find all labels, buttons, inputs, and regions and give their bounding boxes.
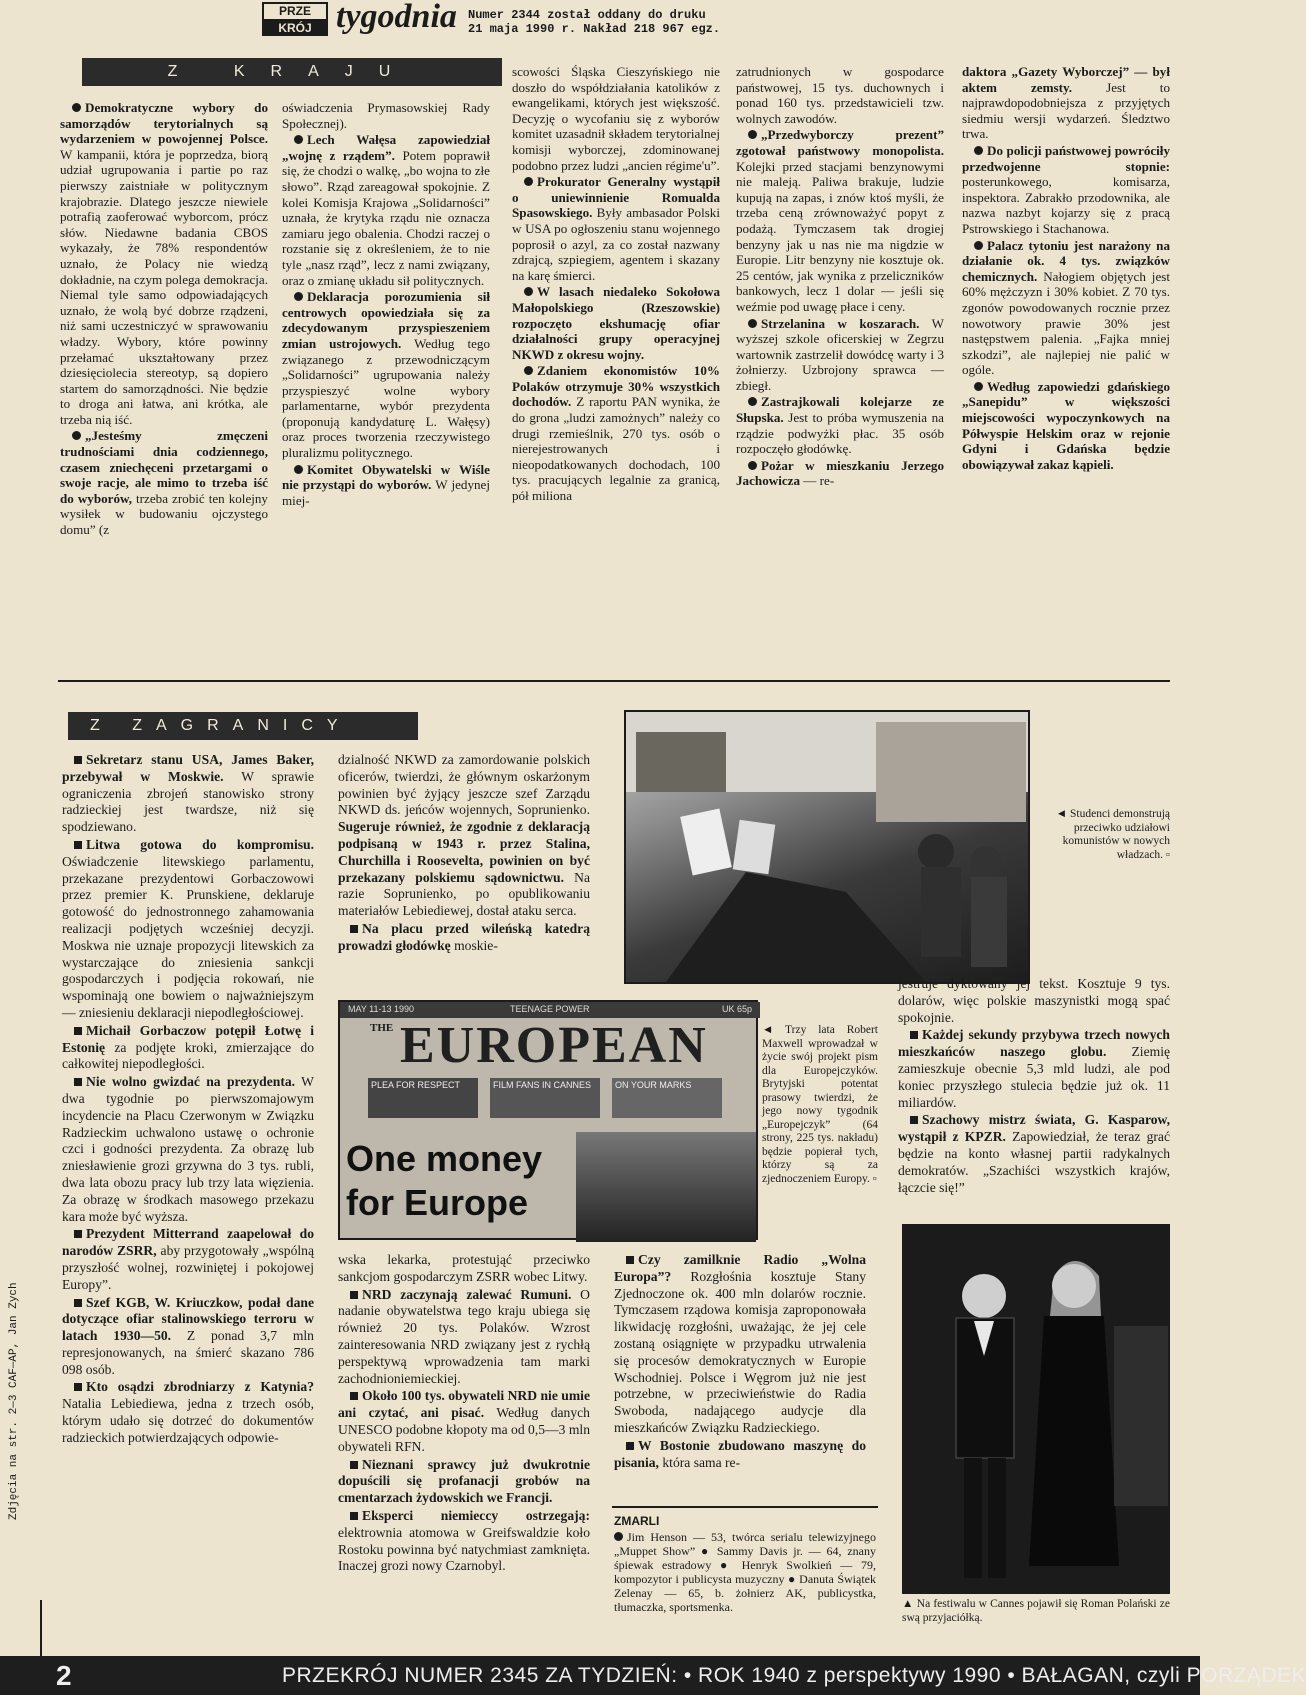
european-portrait [576,1132,756,1242]
paragraph: W sprawie ograniczenia zbrojeń stanowisko strony radzieckiej jest twardsze, niż się spodziewano. [62,768,315,835]
paragraph: W jedynej miej- [282,477,490,508]
headline: Prokurator Generalny wystąpił o uniewinnienie Romualda Spasowskiego. [512,174,720,221]
bullet-icon [524,366,533,375]
paragraph: moskie- [454,937,498,953]
headline: Michaił Gorbaczow potępił Łotwę i Estonię [62,1022,314,1055]
bullet-icon [626,1256,634,1264]
bullet-icon [74,1383,82,1391]
caption-arrow-icon: ▲ [902,1598,917,1610]
headline: W lasach niedaleko Sokołowa Małopolskiego (Rzeszowskie) rozpoczęto ekshumację ofiar działalności grupy operacyjnej NKWD z okresu wojny. [512,284,720,362]
obituaries-heading: ZMARLI [614,1514,660,1528]
section-divider [58,680,1170,682]
caption-text: Trzy lata Robert Maxwell wprowadzał w życie swój projekt pism dla Europejczyków. Brytyjski potentat prasowy twierdzi, że jego nowy tygodnik „Europejczyk” (64 strony, 225 tys. nakładu) będzie popierał tych, którzy są za zjednoczeniem Europy. [762,1024,878,1185]
paragraph: Nałogiem objętych jest 60% mężczyzn i 30% kobiet. Z 70 tys. zgonów powodowanych rocznie przez nowotwory prawie 30% jest następstwem palenia. „Fajka mniej szkodzi”, ale najlepiej nie palić w ogóle. [962,268,1170,378]
european-price: UK 65p [721,1004,752,1014]
bullet-icon [294,292,303,301]
masthead [262,0,822,38]
european-strip-3: ON YOUR MARKS [612,1078,722,1118]
bullet-icon [74,1230,82,1238]
european-caption [762,1024,878,1186]
headline: Litwa gotowa do kompromisu. [86,836,314,852]
print-info-1: Numer 2344 został oddany do druku [468,8,706,22]
headline: W Bostonie zbudowano maszynę do pisania, [614,1437,866,1470]
bullet-icon [974,146,983,155]
bullet-icon [350,1392,358,1400]
section-header-zagranica: Z ZAGRANICY [68,712,418,740]
paragraph: która sama re- [662,1454,741,1470]
left-margin-rule [40,1600,42,1660]
paragraph: Potem poprawił się, że chodzi o walkę, „bo wojna to złe słowo”. Rząd zareagował spokojnie. Z kolei Komisja Krajowa „Solidarności” uznała, że krytyka rządu nie oznacza zamiaru jego obalenia. Chodzi raczej o rozstanie się z określeniem, że to nie tyle „nasz rząd”, lecz z nami związany, oraz o zmianę układu sił politycznych. [282,147,491,288]
paragraph: Według tego związanego z przewodniczącym „Solidarności” ugrupowania należy przyspieszyć wolne wybory parlamentarne, wybór prezydenta (proponują kandydaturę L. Wałęsy) oraz proces tworzenia rzeczywistego pluralizmu politycznego. [282,335,490,461]
paragraph: Zapowiedział, że teraz grać będzie na konto własnej partii radykalnych demokratów. „Szachiści wszystkich krajów, łączcie się!” [898,1129,1170,1195]
headline: Prezydent Mitterrand zaapelował do narodów ZSRR, [62,1226,314,1259]
european-newspaper-photo [338,1000,758,1240]
bullet-icon [74,1027,82,1035]
kraj-column-4 [736,64,944,670]
paragraph: — re- [803,473,835,489]
paragraph: Ziemię zamieszkuje obecnie 5,3 mld ludzi, ale pod koniec przyszłego stulecia będzie już ok. 11 miliardów. [898,1044,1170,1110]
headline: Około 100 tys. obywateli NRD nie umie ani czytać, ani pisać. [338,1388,590,1421]
headline: Do policji państwowej powróciły przedwojenne stopnie: [962,142,1170,174]
bullet-icon [72,431,81,440]
headline: Na placu przed wileńską katedrą prowadzi głodówkę [338,920,590,953]
zagranica-column-4 [614,1252,866,1492]
paragraph: za podjęte kroki, zmierzające do całkowitej niepodległości. [62,1039,315,1072]
headline: Szachowy mistrz świata, G. Kasparow, wystąpił z KPZR. [898,1112,1170,1145]
headline: Zdaniem ekonomistów 10% Polaków otrzymuje 30% wszystkich dochodów. [512,363,720,410]
paragraph: W kampanii, która je poprzedza, biorą udział ugrupowania i partie po raz pierwszy zaistniałe w politycznym krajobrazie. Dlatego jeszcze niewiele potrafią zaoferować wyborcom, prócz słów. Niedawne badania CBOS wykazały, że 78% respondentów uznało, że Polacy nie wiedzą dokładnie, na czym polega demokracja. Niemal tyle samo odpowiadających uznało, że wolą być dobrze rządzeni, niż sami uczestniczyć w sprawowaniu władzy. Wybory, które powinny przełamać ukształtowany przez dziesięciolecia stereotyp, są dopiero startem do samorządności. Nie będzie to droga ani łatwa, ani krótka, ale trzeba nią iść. [60,146,268,427]
headline: daktora „Gazety Wyborczej” — był aktem zemsty. [962,64,1170,95]
logo-top: PRZE [264,4,326,21]
obituaries-box [612,1506,878,1634]
cannes-photo-art [904,1226,1168,1592]
bullet-icon [614,1532,623,1541]
cannes-photo [902,1224,1170,1594]
paragraph: trzeba zrobić ten kolejny wysiłek w budowaniu ojczystego domu” (z [60,490,268,538]
european-date: MAY 11-13 1990 [348,1004,415,1014]
paragraph: dzialność NKWD za zamordowanie polskich oficerów, twierdzi, że głównym oskarżonym powinien być żyjący jeszcze szef Zarządu NKWD ds. jeńców wojennych, Soprunienko. [338,752,590,818]
students-photo [624,710,1030,984]
bullet-icon [74,756,82,764]
paragraph: zatrudnionych w gospodarce państwowej, 15 tys. duchownych i ponad 160 tys. przedstawicieli tzw. wolnych zawodów. [736,64,944,126]
bullet-icon [524,287,533,296]
paragraph: Oświadczenie litewskiego parlamentu, przekazane prezydentowi Gorbaczowowi przez premier K. Prunskiene, deklaruje gotowość do jednostronnego zahamowania realizacji podjętych wcześniej decyzji. Moskwa nie uznaje propozycji litewskich za wystarczające do zniesienia sankcji gospodarczych i podjęcia rokowań, nie wspominają one bowiem o najważniejszym — zniesieniu deklaracji niepodległościowej. [62,853,314,1020]
przekroj-logo [262,2,328,36]
european-strip-2: FILM FANS IN CANNES [490,1078,600,1118]
kraj-column-2 [282,100,490,670]
european-masthead: EUROPEAN [400,1017,708,1074]
zagranica-column-1 [62,752,314,1652]
bullet-icon [74,1078,82,1086]
paragraph: Kolejki przed stacjami benzynowymi nie maleją. Paliwa brakuje, ludzie kupują na zapas, i znów ktoś myśli, że trzeba ceną zrównoważyć popyt z podażą. Tymczasem tak drogiej benzyny jak u nas nie ma nigdzie w Europie. Litr benzyny nie kosztuje ok. 25 centów, jak wynika z przeliczników bankowych, lecz 1 dolar — jeśli się weźmie pod uwagę płace i ceny. [736,158,944,314]
headline: Demokratyczne wybory do samorządów terytorialnych są wydarzeniem w powojennej Polsce. [60,100,268,147]
bullet-icon [748,130,757,139]
bullet-icon [748,397,757,406]
kraj-column-1 [60,100,268,670]
european-headline-2: for Europe [346,1182,529,1223]
paragraph: O nadanie obywatelstwa tego kraju ubiega się również 20 tys. Polaków. Wzrost zainteresowania NRD związany jest z rychłą perspektywą wprowadzenia tam marki zachodnioniemieckiej. [338,1286,590,1386]
footer-bar [0,1656,1306,1695]
bullet-icon [910,1031,918,1039]
bullet-icon [72,103,81,112]
paragraph: Z ponad 3,7 mln represjonowanych, na śmierć skazano 786 098 osób. [62,1328,314,1377]
european-the: THE [370,1022,394,1034]
bullet-icon [748,319,757,328]
masthead-title: tygodnia [336,0,457,35]
bullet-icon [294,465,303,474]
zagranica-column-5 [898,976,1170,1212]
headline: Nieznani sprawcy już dwukrotnie dopuścili się profanacji grobów na cmentarzach żydowskich we Francji. [338,1456,590,1506]
bullet-icon [350,925,358,933]
headline: Szef KGB, W. Kriuczkow, podał dane dotyczące ofiar stalinowskiego terroru w latach 1930—50. [62,1294,314,1344]
paragraph: aby przygotowały „wspólną przyszłość wolnej, rozwiniętej i pokojowej Europy”. [62,1243,314,1292]
bullet-icon [748,461,757,470]
paragraph: scowości Śląska Cieszyńskiego nie doszło do współdziałania katolików z ewangelikami, których jest większość. Decyzję o wycofaniu się z wyborów komitet uzasadnił składem terytorialnej komisji wyborczej, zdominowanej podobno przez ludzi „ancien régime'u”. [512,64,720,173]
paragraph: Z raportu PAN wynika, że do grona „ludzi zamożnych” należy co drugi rzemieślnik, 270 tys. osób o nierejestrowanych i nieopodatkowanych dochodach, 100 tys. pracujących legalnie za granicą, pół miliona [512,394,720,504]
headline: Sekretarz stanu USA, James Baker, przebywał w Moskwie. [62,752,314,784]
end-mark-icon: ▫ [869,1172,877,1185]
headline: Czy zamilknie Radio „Wolna Europa”? [614,1252,866,1284]
headline: Nie wolno gwizdać na prezydenta. [86,1074,296,1090]
european-headline-1: One money [346,1138,543,1179]
paragraph: Według danych UNESCO podobne kłopoty ma od 0,5—3 mln obywateli RFN. [338,1405,590,1454]
paragraph: W wyższej szkole oficerskiej w Zegrzu wartownik zastrzelił dowódcę warty i 3 żołnierzy. Uzbrojony sprawca — zbiegł. [736,315,944,393]
headline: Deklaracja porozumienia sił centrowych opowiedziała się za zdecydowanym przyspieszeniem zmian ustrojowych. [282,289,490,351]
bullet-icon [74,841,82,849]
paragraph: posterunkowego, komisarza, inspektora. Zabrakło przodownika, ale nazwa nazbyt kojarzy się z pracą Pstrowskiego i Stachanowa. [962,174,1170,236]
caption-arrow-icon: ◄ [762,1024,786,1036]
european-teaser: TEENAGE POWER [510,1004,590,1014]
zagranica-column-2 [338,752,590,972]
headline: Kto osądzi zbrodniarzy z Katynia? [86,1379,314,1395]
footer-teaser: PRZEKRÓJ NUMER 2345 ZA TYDZIEŃ: • ROK 1940 z perspektywy 1990 • BAŁAGAN, czyli PORZĄDEK [282,1664,1306,1687]
section-header-kraj: Z KRAJU [82,58,502,86]
headline: „Przedwyborczy prezent” zgotował państwowy monopolista. [736,127,944,158]
headline: Strzelanina w koszarach. [761,315,920,331]
paragraph: Rozgłośnia kosztuje Stany Zjednoczone ok. 400 mln dolarów rocznie. Tymczasem rządowa komisja zaproponowała likwidację rozgłośni, uważając, że jej cele zostaną osiągnięte w przypadku utrwalenia się procesów demokratycznych w Europie Wschodniej. Polsce i Węgrom już nie jest potrzebne, w przeciwieństwie do Radia Swoboda, nadającego audycje dla mieszkańców Związku Radzieckiego. [614,1268,866,1435]
paragraph: Były ambasador Polski w USA po ogłoszeniu stanu wojennego poprosił o azyl, za co został nazwany zdrajcą, szpiegiem, agentem i skazany na karę śmierci. [512,205,720,283]
headline: Pożar w mieszkaniu Jerzego Jachowicza [736,457,944,489]
zagranica-column-3 [338,1252,590,1632]
kraj-column-5 [962,64,1170,670]
page-number: 2 [56,1660,72,1691]
headline: Lech Wałęsa zapowiedział „wojnę z rządem”. [282,132,490,163]
bullet-icon [350,1512,358,1520]
paragraph: elektrownia atomowa w Greifswaldzie koło Rostoku powinna być natychmiast zamknięta. Inaczej grozi nowy Czarnobyl. [338,1524,590,1574]
european-strip-1: PLEA FOR RESPECT [368,1078,478,1118]
headline: Każdej sekundy przybywa trzech nowych mieszkańców naszego globu. [898,1027,1170,1060]
kraj-column-3 [512,64,720,670]
end-mark-icon: ▫ [1163,848,1170,861]
caption-arrow-icon: ◄ [1055,808,1071,820]
logo-bottom: KRÓJ [264,21,326,36]
paragraph: Jest to próba wymuszenia na rządzie podwyżki płac. 35 osób rozpoczęło głodówkę. [736,410,944,457]
bullet-icon [350,1461,358,1469]
bullet-icon [910,1116,918,1124]
obituaries-text: Jim Henson — 53, twórca serialu telewizyjnego „Muppet Show” ● Sammy Davis jr. — 64, znany śpiewak estradowy ● Henryk Swolkień — 79, kompozytor i publicysta muzyczny ● Danuta Świątek Zelenay — 65, b. żołnierz AK, publicystka, tłumaczka, sportsmenka. [614,1530,876,1614]
caption-text: Na festiwalu w Cannes pojawił się Roman Polański ze swą przyjaciółką. [902,1598,1170,1624]
bullet-icon [350,1291,358,1299]
bullet-icon [524,177,533,186]
headline: Sugeruje również, że zgodnie z deklaracją podpisaną w 1943 r. przez Stalina, Churchilla i Roosevelta, powinien on być przekazany polskiemu sądownictwu. [338,819,590,885]
students-caption [1036,808,1170,862]
headline: Komitet Obywatelski w Wiśle nie przystąpi do wyborów. [282,461,490,493]
bullet-icon [626,1442,634,1450]
headline: Eksperci niemieccy ostrzegają: [362,1507,590,1523]
cannes-caption [902,1598,1170,1625]
paragraph: oświadczenia Prymasowskiej Rady Społecznej). [282,100,490,131]
paragraph: Jest to najprawdopodobniejsza z przyjętych siedmiu wersji wydarzeń. Śledztwo trwa. [962,79,1170,142]
headline: Zastrajkowali kolejarze ze Słupska. [736,394,944,426]
paragraph: Natalia Lebiediewa, jedna z trzech osób, którym udało się dotrzeć do dokumentów radzieckich potwierdzających odpowie- [62,1396,314,1445]
bullet-icon [294,135,303,144]
headline: NRD zaczynają zalewać Rumuni. [362,1286,572,1302]
bullet-icon [974,241,983,250]
headline: Palacz tytoniu jest narażony na działanie ok. 4 tys. związków chemicznych. [962,237,1170,284]
bullet-icon [974,382,983,391]
paragraph: wska lekarka, protestująć przeciwko sankcjom gospodarczym ZSRR wobec Litwy. [338,1252,590,1284]
paragraph: jestruje dyktowany jej tekst. Kosztuje 9 tys. dolarów, więc polskie maszynistki mogą spać spokojnie. [898,976,1170,1025]
bullet-icon [74,1299,82,1307]
headline: Według zapowiedzi gdańskiego „Sanepidu” w większości miejscowości wypoczynkowych na Półwyspie Helskim oraz w rejonie Gdyni i Gdańska będzie obowiązywał zakaz kąpieli. [962,378,1170,472]
headline: „Jesteśmy zmęczeni trudnościami dnia codziennego, czasem zniechęceni przetargami o swoje racje, ale mimo to trzeba iść do wyborów, [60,428,268,506]
paragraph: Na razie Soprunienko, po opublikowaniu materiałów Lebiediewej, dostał ataku serca. [338,869,590,919]
caption-text: Studenci demonstrują przeciwko udziałowi komunistów w nowych władzach. [1062,808,1170,861]
print-info-2: 21 maja 1990 r. Nakład 218 967 egz. [468,22,721,36]
photo-credit: Zdjęcia na str. 2—3 CAF—AP, Jan Zych [8,1282,20,1520]
students-photo-art [626,712,1028,982]
paragraph: W dwa tygodnie po pierwszomajowym incydencie na Placu Czerwonym w Związku Radzieckim uchwalono ustawę o ochronie czci i godności prezydenta. Za obrazę lub zniesławienie grozi grzywna do 3 tys. rubli, dwa lata obozu pracy lub trzy lata więzienia. Za obrazę w środkach masowego przekazu kara może być wyższa. [62,1074,314,1224]
